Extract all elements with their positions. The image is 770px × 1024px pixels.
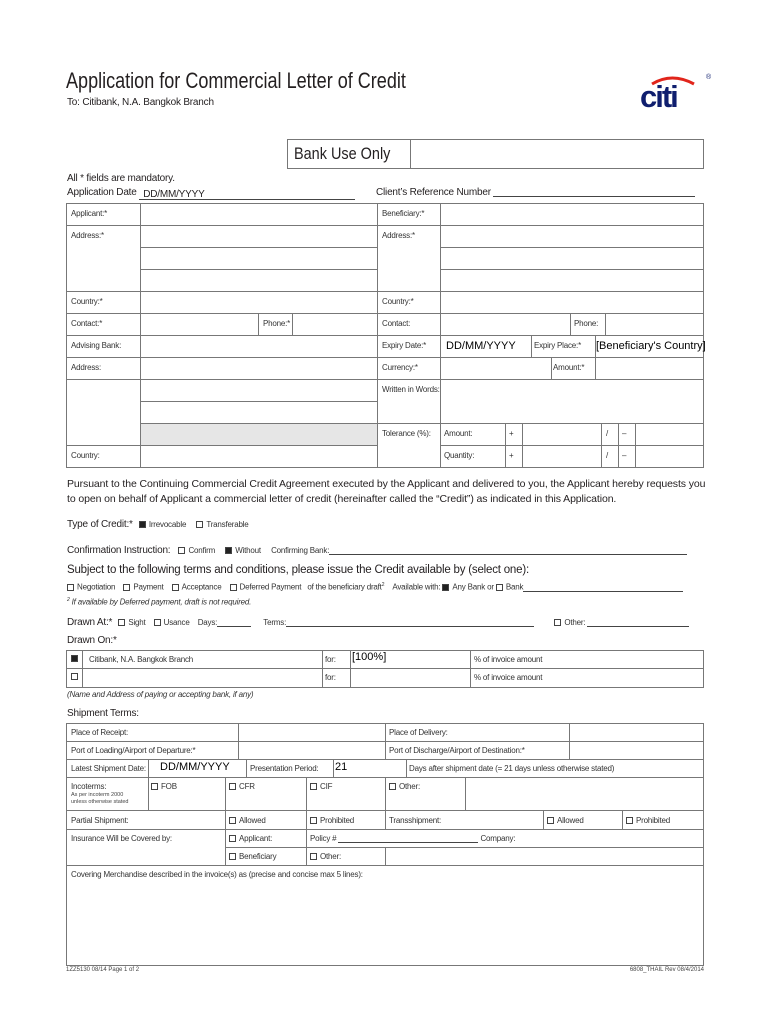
agreement-paragraph: Pursuant to the Continuing Commercial Credit Agreement executed by the Applicant and delivered to you, the Applicant hereby requests you to open on behalf of Applicant a commercial letter of credit (hereinafter called the “Credit”) as indicated in this Application. [67, 478, 706, 505]
footer-revision: 6808_THAIL Rev 08/4/2014 [629, 967, 704, 973]
confirming-bank-field[interactable] [329, 546, 687, 555]
checkbox-icon[interactable] [71, 673, 78, 680]
grid-line [140, 269, 378, 270]
other-field[interactable] [587, 618, 689, 627]
plus-sign: + [509, 429, 514, 438]
insurance-other-option: Other: [320, 852, 342, 861]
checkbox-icon[interactable] [123, 584, 130, 591]
currency-label: Currency:* [382, 363, 418, 372]
transferable-option: Transferable [206, 520, 249, 529]
checkbox-checked-icon[interactable] [225, 547, 232, 554]
footnote-mark: 2 [381, 582, 385, 588]
other-incoterm-option: Other: [399, 782, 421, 791]
checkbox-checked-icon[interactable] [71, 655, 78, 662]
merchandise-field[interactable] [66, 882, 703, 964]
bank-use-only-label: Bank Use Only [294, 144, 391, 163]
grid-line [440, 203, 441, 467]
grid-line [385, 723, 386, 759]
expiry-place-label: Expiry Place:* [534, 341, 581, 350]
beneficiary-address-label: Address:* [382, 231, 415, 240]
grid-line [292, 313, 293, 335]
invoice-amount-label: % of invoice amount [474, 673, 543, 682]
latest-shipment-field[interactable]: DD/MM/YYYY [160, 761, 230, 773]
checkbox-icon[interactable] [172, 584, 179, 591]
application-date-row [67, 187, 355, 200]
checkbox-icon[interactable] [389, 783, 396, 790]
for-label: for: [325, 655, 336, 664]
grid-line [66, 335, 704, 336]
client-ref-row [376, 187, 695, 198]
drawn-on-bank[interactable]: Citibank, N.A. Bangkok Branch [89, 655, 194, 664]
applicant-country-label: Country:* [71, 297, 103, 306]
bank-use-only-field[interactable] [411, 140, 702, 167]
checkbox-icon[interactable] [178, 547, 185, 554]
grid-line [66, 865, 704, 866]
insurance-label: Insurance Will be Covered by: [71, 834, 172, 843]
acceptance-option: Acceptance [181, 582, 222, 592]
grid-line [601, 423, 602, 467]
transshipment-allowed-option: Allowed [557, 816, 584, 825]
partial-prohibited-option: Prohibited [320, 816, 355, 825]
deferred-payment-option: Deferred Payment [239, 582, 302, 592]
shipment-terms-heading: Shipment Terms: [67, 708, 139, 719]
grid-line [66, 467, 704, 468]
citi-logo [638, 70, 714, 110]
grid-line [377, 423, 704, 424]
partial-shipment-label: Partial Shipment: [71, 816, 129, 825]
without-option: Without [235, 546, 261, 555]
grid-line [385, 847, 386, 865]
checkbox-icon[interactable] [67, 584, 74, 591]
place-of-receipt-label: Place of Receipt: [71, 728, 129, 737]
confirm-option: Confirm [188, 546, 216, 555]
payment-option: Payment [133, 582, 164, 592]
grid-line [440, 445, 704, 446]
checkbox-icon[interactable] [496, 584, 503, 591]
grid-line [66, 445, 378, 446]
svg-text:®: ® [706, 74, 712, 81]
grid-line [66, 379, 704, 380]
grid-line [66, 965, 704, 966]
company-label: Company: [480, 834, 516, 843]
checkbox-icon[interactable] [229, 853, 236, 860]
checkbox-icon[interactable] [151, 783, 158, 790]
amount-label: Amount:* [553, 363, 585, 372]
grid-line [635, 423, 636, 467]
checkbox-icon[interactable] [118, 619, 125, 626]
grid-line [66, 225, 704, 226]
application-date-field[interactable]: DD/MM/YYYY [139, 189, 355, 200]
advising-country-label: Country: [71, 451, 100, 460]
grid-line [333, 759, 334, 777]
grid-line [66, 650, 67, 687]
grid-line [238, 723, 239, 759]
grid-line [703, 650, 704, 687]
transshipment-prohibited-option: Prohibited [636, 816, 671, 825]
grid-line [703, 139, 704, 168]
application-date-label: Application Date [67, 187, 137, 198]
checkbox-icon[interactable] [554, 619, 561, 626]
advising-address-label: Address: [71, 363, 101, 372]
tolerance-quantity-label: Quantity: [444, 451, 475, 460]
sight-option: Sight [128, 618, 146, 627]
percent-field[interactable]: [100%] [352, 651, 387, 663]
grid-line [66, 291, 704, 292]
grid-line [82, 650, 83, 687]
port-of-discharge-label: Port of Discharge/Airport of Destination:* [389, 746, 525, 755]
bank-field[interactable] [523, 583, 683, 592]
checkbox-icon[interactable] [547, 817, 554, 824]
written-in-words-label: Written in Words: [382, 385, 440, 394]
grid-line [440, 247, 704, 248]
grid-line [569, 723, 570, 759]
checkbox-icon[interactable] [154, 619, 161, 626]
grid-line [306, 777, 307, 865]
applicant-contact-label: Contact:* [71, 319, 103, 328]
other-option: Other: [564, 618, 586, 627]
policy-label: Policy # [310, 834, 337, 843]
checkbox-icon[interactable] [310, 783, 317, 790]
footnote-mark: 2 [67, 597, 70, 603]
grid-line [148, 759, 149, 810]
plus-sign: + [509, 451, 514, 460]
grid-line [703, 203, 704, 467]
footnote-text: If available by Deferred payment, draft is not required. [71, 597, 252, 607]
merchandise-label: Covering Merchandise described in the invoice(s) as (precise and concise max 5 lines): [71, 870, 363, 879]
days-field[interactable] [217, 618, 251, 627]
irrevocable-option: Irrevocable [148, 520, 187, 529]
grid-line [66, 203, 704, 204]
shaded-cell [141, 424, 377, 445]
usance-option: Usance [163, 618, 190, 627]
grid-line [505, 423, 506, 467]
incoterms-label: Incoterms: [71, 782, 107, 791]
terms-label: Terms: [263, 618, 287, 627]
grid-line [377, 203, 378, 467]
grid-line [618, 423, 619, 467]
grid-line [570, 313, 571, 335]
expiry-date-label: Expiry Date:* [382, 341, 427, 350]
grid-line [140, 401, 378, 402]
applicant-address-label: Address:* [71, 231, 104, 240]
beneficiary-phone-label: Phone: [574, 319, 599, 328]
grid-line [225, 777, 226, 865]
days-after-label: Days after shipment date (= 21 days unless otherwise stated) [409, 764, 615, 773]
beneficiary-label: Beneficiary:* [382, 209, 425, 218]
checkbox-icon[interactable] [229, 835, 236, 842]
addressee: To: Citibank, N.A. Bangkok Branch [67, 97, 214, 108]
insurance-applicant-option: Applicant: [239, 834, 273, 843]
checkbox-icon[interactable] [310, 817, 317, 824]
terms-field[interactable] [286, 618, 534, 627]
grid-line [531, 335, 532, 357]
checkbox-checked-icon[interactable] [139, 521, 146, 528]
grid-line [66, 313, 704, 314]
incoterms-note: As per incoterm 2000 [71, 792, 124, 798]
type-of-credit-label: Type of Credit:* [67, 519, 133, 530]
grid-line [543, 810, 544, 829]
grid-line [225, 847, 704, 848]
grid-line [385, 777, 386, 829]
client-ref-label: Client’s Reference Number [376, 187, 491, 198]
minus-sign: – [622, 429, 627, 438]
beneficiary-contact-label: Contact: [382, 319, 411, 328]
grid-line [522, 423, 523, 467]
checkbox-icon[interactable] [229, 817, 236, 824]
cif-option: CIF [320, 782, 333, 791]
slash-sign: / [606, 429, 609, 438]
grid-line [322, 650, 323, 687]
latest-shipment-label: Latest Shipment Date: [71, 764, 146, 773]
fob-option: FOB [161, 782, 177, 791]
checkbox-checked-icon[interactable] [442, 584, 449, 591]
days-label: Days: [197, 618, 218, 627]
checkbox-icon[interactable] [626, 817, 633, 824]
expiry-place-field[interactable]: [Beneficiary's Country] [596, 340, 706, 352]
drawn-on-label: Drawn On:* [67, 635, 117, 646]
grid-line [246, 759, 247, 777]
insurance-beneficiary-option: Beneficiary [239, 852, 277, 861]
grid-line [66, 357, 704, 358]
grid-line [440, 269, 704, 270]
grid-line [140, 247, 378, 248]
checkbox-icon[interactable] [229, 783, 236, 790]
grid-line [66, 687, 704, 688]
checkbox-icon[interactable] [310, 853, 317, 860]
place-of-delivery-label: Place of Delivery: [389, 728, 448, 737]
grid-line [66, 759, 704, 760]
grid-line [605, 313, 606, 335]
grid-line [66, 203, 67, 467]
applicant-phone-label: Phone:* [263, 319, 291, 328]
slash-sign: / [606, 451, 609, 460]
grid-line [465, 777, 466, 810]
partial-allowed-option: Allowed [239, 816, 266, 825]
grid-line [287, 139, 288, 168]
availability-heading: Subject to the following terms and conditions, please issue the Credit available by (select one): [67, 564, 529, 576]
advising-bank-label: Advising Bank: [71, 341, 122, 350]
grid-line [703, 723, 704, 965]
expiry-date-field[interactable]: DD/MM/YYYY [446, 340, 516, 352]
grid-line [258, 313, 259, 335]
grid-line [406, 759, 407, 777]
minus-sign: – [622, 451, 627, 460]
grid-line [470, 650, 471, 687]
grid-line [287, 168, 704, 169]
presentation-period-field[interactable]: 21 [335, 761, 348, 773]
grid-line [66, 829, 704, 830]
drawn-at-label: Drawn At:* [67, 617, 113, 628]
confirming-bank-label: Confirming Bank: [271, 546, 330, 555]
for-label: for: [325, 673, 336, 682]
applicant-label: Applicant:* [71, 209, 108, 218]
confirmation-label: Confirmation Instruction: [67, 545, 171, 556]
footer-form-id: 1ZZ5130 08/14 Page 1 of 2 [66, 967, 140, 973]
cfr-option: CFR [239, 782, 255, 791]
mandatory-note: All * fields are mandatory. [67, 173, 175, 184]
transshipment-label: Transshipment: [389, 816, 442, 825]
grid-line [350, 650, 351, 687]
port-of-loading-label: Port of Loading/Airport of Departure:* [71, 746, 196, 755]
page-title: Application for Commercial Letter of Credit [66, 68, 406, 93]
negotiation-option: Negotiation [77, 582, 116, 592]
grid-line [66, 668, 704, 669]
any-bank-option: Any Bank or [452, 582, 494, 592]
checkbox-icon[interactable] [230, 584, 237, 591]
grid-line [595, 357, 596, 379]
policy-field[interactable] [338, 834, 478, 843]
draft-text: of the beneficiary draft [307, 582, 382, 592]
tolerance-amount-label: Amount: [444, 429, 473, 438]
drawn-on-note: (Name and Address of paying or accepting bank, if any) [67, 690, 254, 699]
beneficiary-country-label: Country:* [382, 297, 414, 306]
tolerance-label: Tolerance (%): [382, 429, 431, 438]
available-with-label: Available with: [392, 582, 441, 592]
svg-text:citi: citi [640, 79, 677, 110]
incoterms-note: unless otherwise stated [71, 799, 129, 805]
bank-option: Bank [505, 582, 524, 592]
invoice-amount-label: % of invoice amount [474, 655, 543, 664]
grid-line [551, 357, 552, 379]
presentation-period-label: Presentation Period: [250, 764, 319, 773]
checkbox-icon[interactable] [196, 521, 203, 528]
grid-line [622, 810, 623, 829]
client-ref-field[interactable] [493, 188, 695, 197]
